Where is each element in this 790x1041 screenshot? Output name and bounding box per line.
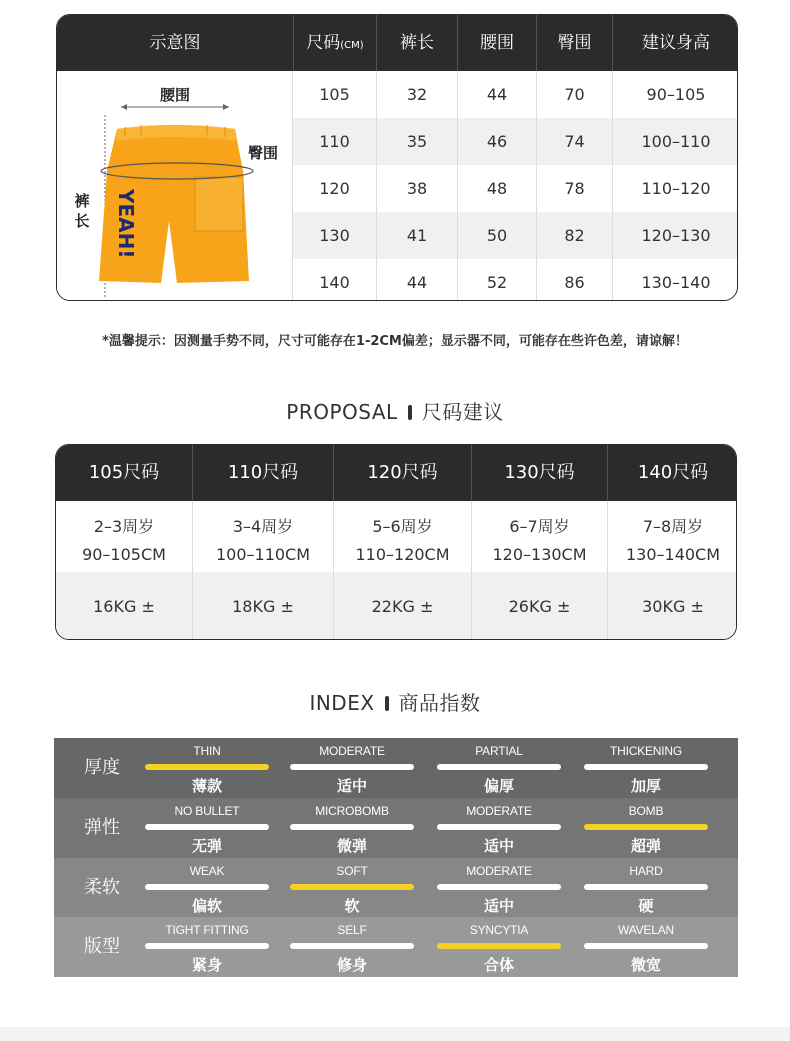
cell-height: 120–130 xyxy=(612,212,738,259)
cell-length: 32 xyxy=(376,71,457,118)
cell-height: 100–110 xyxy=(612,118,738,165)
table-row xyxy=(293,118,738,165)
cell-size: 105 xyxy=(319,85,350,104)
title-divider xyxy=(385,696,389,711)
index-option-bar xyxy=(145,884,269,890)
index-option-bar xyxy=(584,943,708,949)
index-option xyxy=(584,798,708,858)
cell-hip: 78 xyxy=(536,165,612,212)
index-title xyxy=(0,687,790,716)
proposal-cell: 2–3周岁 90–105CM xyxy=(82,517,166,564)
title-divider xyxy=(408,405,412,420)
cell-height: 130–140 xyxy=(612,259,738,301)
index-row-label: 弹性 xyxy=(84,816,120,838)
index-option xyxy=(290,858,414,918)
index-option-bar xyxy=(145,943,269,949)
proposal-size-105: 105尺码 xyxy=(88,462,160,483)
proposal-cell: 7–8周岁 130–140CM xyxy=(607,501,737,572)
index-option-en: THIN xyxy=(193,744,221,758)
index-option-en: NO BULLET xyxy=(174,803,240,818)
index-option xyxy=(290,798,414,858)
index-option-en: SELF xyxy=(337,923,367,938)
index-option-en: MODERATE xyxy=(319,744,385,758)
size-proposal-table xyxy=(55,444,737,640)
cell-waist: 44 xyxy=(457,71,536,118)
header-height: 建议身高 xyxy=(612,15,738,71)
proposal-weight-cell: 22KG ± xyxy=(333,572,471,640)
index-option-cn: 无弹 xyxy=(191,836,222,855)
index-option-en: WAVELAN xyxy=(618,923,674,938)
proposal-weight-cell: 16KG ± xyxy=(93,597,155,616)
cell-length: 35 xyxy=(376,118,457,165)
index-option-bar xyxy=(290,943,414,949)
cell-waist: 48 xyxy=(457,165,536,212)
proposal-title xyxy=(0,396,790,425)
index-option-en: MODERATE xyxy=(466,863,532,878)
index-option xyxy=(290,738,414,798)
proposal-title-en: PROPOSAL xyxy=(286,400,398,424)
cell-waist: 50 xyxy=(457,212,536,259)
index-option xyxy=(437,858,561,918)
index-option-cn: 加厚 xyxy=(630,777,661,795)
size-chart-table xyxy=(56,14,738,301)
index-option-bar xyxy=(290,824,414,830)
table-row xyxy=(293,71,738,118)
index-option-bar-selected xyxy=(145,764,269,770)
cell-size: 130 xyxy=(319,226,350,245)
proposal-weight-cell: 18KG ± xyxy=(192,572,333,640)
product-index-panel xyxy=(54,738,738,977)
shorts-illustration xyxy=(57,71,293,301)
index-option-cn: 偏厚 xyxy=(483,777,514,795)
index-option-cn: 偏软 xyxy=(191,896,222,915)
index-title-en: INDEX xyxy=(309,691,375,715)
index-option-bar-selected xyxy=(437,943,561,949)
table-row xyxy=(293,212,738,259)
index-option-cn: 硬 xyxy=(638,896,654,915)
cell-waist: 52 xyxy=(457,259,536,301)
index-option-bar xyxy=(145,824,269,830)
proposal-cell: 5–6周岁 110–120CM xyxy=(333,501,471,572)
index-option-en: MODERATE xyxy=(466,803,532,818)
index-option-bar xyxy=(437,884,561,890)
index-option-en: SYNCYTIA xyxy=(469,923,529,938)
index-option xyxy=(584,858,708,918)
proposal-size-110: 110尺码 xyxy=(192,445,333,501)
header-size: 尺码(CM) xyxy=(293,15,376,71)
index-option-en: TIGHT FITTING xyxy=(165,923,249,938)
proposal-weight-cell: 30KG ± xyxy=(607,572,737,640)
index-option xyxy=(145,738,269,798)
proposal-size-130: 130尺码 xyxy=(471,445,607,501)
index-option xyxy=(437,738,561,798)
index-option-cn: 微宽 xyxy=(630,956,661,975)
index-option-cn: 微弹 xyxy=(336,836,367,855)
proposal-size-140: 140尺码 xyxy=(607,445,737,501)
index-row-label: 厚度 xyxy=(84,757,120,778)
proposal-weight-row xyxy=(56,572,736,640)
measurement-notice: *温馨提示：因测量手势不同，尺寸可能存在1-2CM偏差；显示器不同，可能存在些许色差，请谅解！ xyxy=(102,334,688,349)
index-option xyxy=(437,917,561,977)
table-row xyxy=(293,259,738,301)
cell-size: 140 xyxy=(319,273,350,292)
index-option-cn: 软 xyxy=(344,896,360,915)
index-option-bar xyxy=(437,764,561,770)
length-label-top: 裤 xyxy=(74,192,90,210)
proposal-cell: 6–7周岁 120–130CM xyxy=(471,501,607,572)
cell-height: 90–105 xyxy=(612,71,738,118)
hip-label: 臀围 xyxy=(247,144,279,162)
index-option-cn: 适中 xyxy=(336,777,367,795)
index-row xyxy=(54,858,738,918)
index-row xyxy=(54,738,738,798)
proposal-size-120: 120尺码 xyxy=(333,445,471,501)
bottom-band xyxy=(0,1027,790,1041)
index-option xyxy=(290,917,414,977)
index-row-label: 柔软 xyxy=(84,876,120,898)
index-option xyxy=(145,917,269,977)
index-option-bar xyxy=(290,764,414,770)
index-row xyxy=(54,798,738,858)
proposal-age-height-row xyxy=(56,501,736,572)
proposal-cell: 3–4周岁 100–110CM xyxy=(192,501,333,572)
proposal-header xyxy=(56,445,736,501)
index-option-cn: 适中 xyxy=(483,896,514,915)
index-option-bar xyxy=(584,764,708,770)
index-option-cn: 紧身 xyxy=(191,956,222,975)
size-chart-header xyxy=(57,15,737,71)
index-option-bar xyxy=(584,884,708,890)
header-diagram: 示意图 xyxy=(149,33,201,53)
cell-hip: 74 xyxy=(536,118,612,165)
index-option-en: WEAK xyxy=(189,863,225,878)
proposal-title-cn: 尺码建议 xyxy=(421,400,504,424)
index-option-en: BOMB xyxy=(628,803,664,818)
index-row-label: 版型 xyxy=(84,936,120,958)
index-option-en: SOFT xyxy=(336,863,368,878)
header-waist: 腰围 xyxy=(457,15,536,71)
index-option xyxy=(584,917,708,977)
index-option-en: PARTIAL xyxy=(475,744,523,758)
index-option xyxy=(584,738,708,798)
index-title-cn: 商品指数 xyxy=(398,691,481,715)
cell-hip: 70 xyxy=(536,71,612,118)
index-option-cn: 超弹 xyxy=(630,836,661,855)
index-option xyxy=(145,798,269,858)
index-option-cn: 修身 xyxy=(336,956,367,975)
cell-waist: 46 xyxy=(457,118,536,165)
waist-label: 腰围 xyxy=(159,86,191,104)
cell-length: 41 xyxy=(376,212,457,259)
header-hip: 臀围 xyxy=(536,15,612,71)
index-option-en: HARD xyxy=(629,863,663,878)
proposal-weight-cell: 26KG ± xyxy=(471,572,607,640)
cell-hip: 82 xyxy=(536,212,612,259)
index-option-cn: 合体 xyxy=(483,956,514,975)
index-option xyxy=(437,798,561,858)
table-row xyxy=(293,165,738,212)
shorts-diagram xyxy=(57,71,293,301)
index-option-cn: 适中 xyxy=(483,836,514,855)
index-option-en: THICKENING xyxy=(609,744,682,758)
cell-length: 38 xyxy=(376,165,457,212)
cell-height: 110–120 xyxy=(612,165,738,212)
index-option-bar-selected xyxy=(290,884,414,890)
cell-hip: 86 xyxy=(536,259,612,301)
length-label-bottom: 长 xyxy=(74,212,90,230)
shorts-print-text: YEAH! xyxy=(114,189,138,259)
index-option-bar-selected xyxy=(584,824,708,830)
index-option xyxy=(145,858,269,918)
index-row xyxy=(54,917,738,977)
cell-size: 120 xyxy=(319,179,350,198)
header-length: 裤长 xyxy=(376,15,457,71)
cell-size: 110 xyxy=(319,132,350,151)
index-option-en: MICROBOMB xyxy=(315,803,389,818)
index-option-cn: 薄款 xyxy=(191,777,222,795)
cell-length: 44 xyxy=(376,259,457,301)
index-option-bar xyxy=(437,824,561,830)
